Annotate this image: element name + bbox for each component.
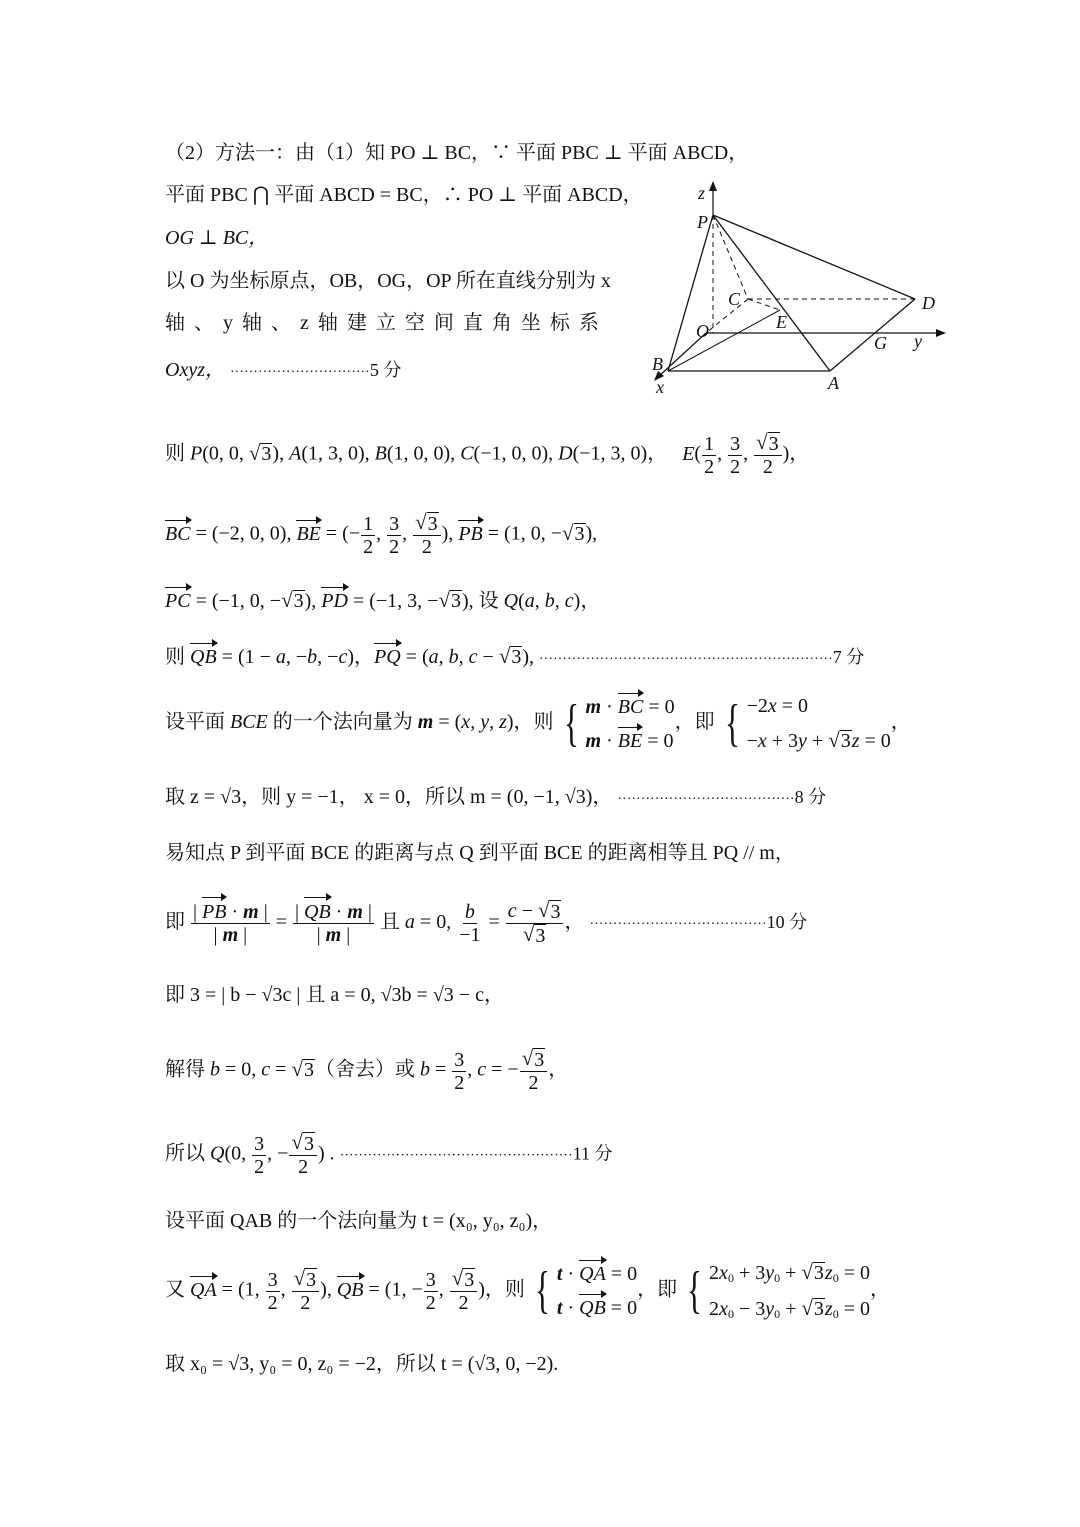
text-line-6 bbox=[165, 360, 401, 380]
text-line-5: 轴 、 y 轴 、 z 轴 建 立 空 间 直 角 坐 标 系 bbox=[165, 312, 601, 334]
label-x: x bbox=[656, 377, 664, 397]
normal-t-line: 又 QA = (1, $\frac{3}{2}$ , √ 3 2 ), QB = (1, − $\frac{3}{2}$ , √ 3 2 )，则 { t · QA = 0 t · QB = 0 ，即 { $2x_0 + 3y_0$ + √ 3 $z_0 = 0$ $2x_0 - 3y_0$ + √ 3 $z_0 = 0$ ， bbox=[165, 1260, 890, 1321]
text-line-m-value: 取 z = √3，则 y = −1， x = 0，所以 m = (0, −1, √3)， ······································8 分 bbox=[165, 786, 827, 808]
score-label: 5 分 bbox=[369, 360, 402, 380]
vectors-line-1: BC = (−2, 0, 0), BE = (− $\frac{1}{2}$ , $\frac{3}{2}$ , √ 3 2 ), PB = (1, 0, − √ 3 ), bbox=[165, 510, 598, 558]
coordinates-line: 则 P(0, 0, √ 3 ), A(1, 3, 0), B(1, 0, 0), C(−1, 0, 0), D(−1, 3, 0)， E( $\frac{1}{2}$ , $\frac{3}{2}$ , √ 3 2 )， bbox=[165, 430, 810, 478]
label-E: E bbox=[776, 312, 787, 332]
distance-equation: 即 $\frac{| PB \cdot m |}{| m |}$ = $\frac{| QB \cdot m |}{| m |}$ 且 a = 0, $\frac{b}{-1}$ = c − √ 3 √ 3 ， ······································10 分 bbox=[165, 898, 808, 947]
label-P: P bbox=[697, 212, 708, 232]
vectors-line-3: 则 QB = (1 − a, −b, −c)，PQ = (a, b, c − √ 3 ), ·······························································7 分 bbox=[165, 644, 865, 668]
score-label: 11 分 bbox=[572, 1143, 613, 1164]
normal-m-line: 设平面 BCE 的一个法向量为 m = (x, y, z)，则 { m · BC = 0 m · BE = 0 ，即 { −2x = 0 −x + 3y + √ 3 z = 0 ， bbox=[165, 694, 911, 752]
label-A: A bbox=[828, 373, 839, 393]
text-line-4: 以 O 为坐标原点，OB，OG，OP 所在直线分别为 x bbox=[165, 270, 611, 292]
label-D: D bbox=[922, 293, 935, 313]
text-line-t-value: 取 x₀ = √3, y₀ = 0, z₀ = −2，所以 t = (√3, 0, −2). bbox=[165, 1353, 559, 1375]
label-y: y bbox=[914, 331, 922, 351]
label-G: G bbox=[874, 333, 887, 353]
score-dots: ·················································· bbox=[339, 1148, 573, 1164]
score-label: 8 分 bbox=[794, 787, 827, 807]
score-dots: ······························································· bbox=[539, 652, 833, 667]
oxyz-label: Oxyz， bbox=[165, 359, 225, 381]
score-dots: ······························ bbox=[229, 365, 370, 380]
label-O: O bbox=[696, 321, 709, 341]
text-line-3: OG ⊥ BC， bbox=[165, 227, 269, 249]
text-line-1: （2）方法一：由（1）知 PO ⊥ BC，∵ 平面 PBC ⊥ 平面 ABCD， bbox=[165, 142, 749, 164]
label-C: C bbox=[728, 289, 741, 309]
label-z: z bbox=[698, 183, 706, 203]
score-dots: ······································ bbox=[617, 792, 795, 807]
score-dots: ······································ bbox=[589, 917, 767, 933]
text-line-2: 平面 PBC ⋂ 平面 ABCD = BC，∴ PO ⊥ 平面 ABCD， bbox=[165, 184, 643, 206]
text-line-solve: 即 3 = | b − √3c | 且 a = 0, √3b = √3 − c， bbox=[165, 984, 504, 1006]
vectors-line-2: PC = (−1, 0, − √ 3 ), PD = (−1, 3, − √ 3 ), 设 Q(a, b, c)， bbox=[165, 588, 601, 612]
q-point-line: 所以 Q(0, $\frac{3}{2}$ , − √ 3 2 ) . ··················································11 分 bbox=[165, 1130, 613, 1178]
text-line-distance: 易知点 P 到平面 BCE 的距离与点 Q 到平面 BCE 的距离相等且 PQ // m， bbox=[165, 842, 795, 864]
text-line-normal-t: 设平面 QAB 的一个法向量为 t = (x₀, y₀, z₀)， bbox=[165, 1210, 553, 1232]
solution-line: 解得 b = 0, c = √ 3 （舍去）或 b = $\frac{3}{2}$ , c = − √ 3 2 ， bbox=[165, 1046, 569, 1094]
score-label: 10 分 bbox=[766, 912, 808, 933]
label-B: B bbox=[652, 354, 663, 374]
pyramid-figure bbox=[630, 175, 950, 400]
score-label: 7 分 bbox=[832, 647, 865, 667]
y-axis-arrow bbox=[936, 329, 946, 337]
z-axis-arrow bbox=[709, 181, 717, 191]
